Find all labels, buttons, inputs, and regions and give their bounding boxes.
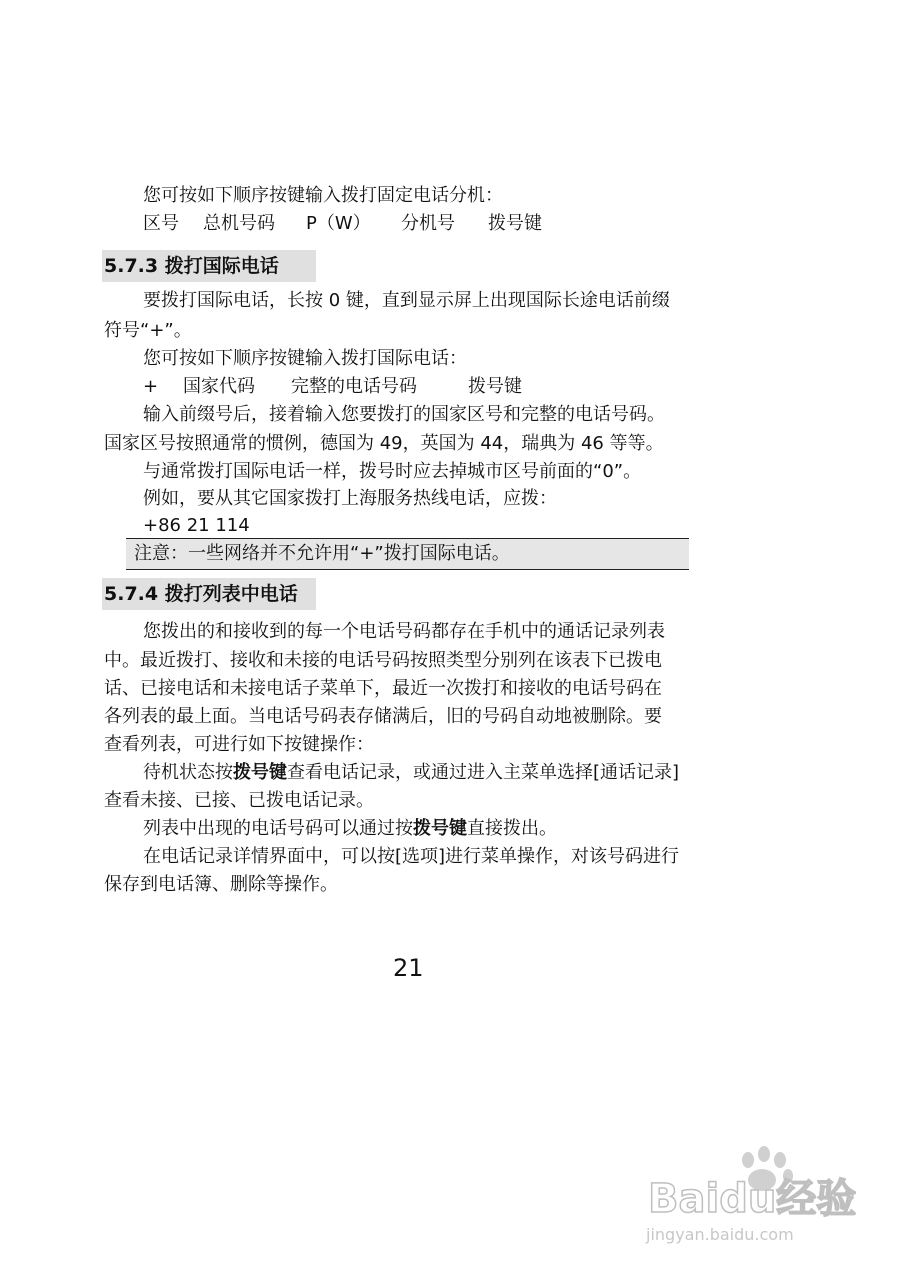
watermark-brand: Baidu经验 <box>648 1176 857 1222</box>
seq-dial-key: 拨号键 <box>488 213 542 234</box>
page-number: 21 <box>393 954 424 982</box>
note-box: 注意：一些网络并不允许用“+”拨打国际电话。 <box>126 538 689 570</box>
watermark-url: jingyan.baidu.com <box>646 1225 794 1244</box>
standby-post: 查看电话记录，或通过进入主菜单选择[通话记录] <box>287 762 680 783</box>
list-pre: 列表中出现的电话号码可以通过按 <box>143 818 413 839</box>
seq-extension: 分机号 <box>401 213 455 234</box>
list-post: 直接拨出。 <box>467 818 557 839</box>
dial-key-bold: 拨号键 <box>413 818 467 839</box>
paragraph-line: 国家区号按照通常的惯例，德国为 49，英国为 44，瑞典为 46 等等。 <box>104 433 664 454</box>
paragraph-line: 各列表的最上面。当电话号码表存储满后，旧的号码自动地被删除。要 <box>104 706 662 727</box>
standby-pre: 待机状态按 <box>143 762 233 783</box>
paragraph-line: 在电话记录详情界面中，可以按[选项]进行菜单操作，对该号码进行 <box>143 846 680 867</box>
example-number: +86 21 114 <box>143 515 250 536</box>
paragraph-line: 要拨打国际电话，长按 0 键，直到显示屏上出现国际长途电话前缀 <box>143 290 670 311</box>
extension-sequence <box>0 213 905 235</box>
seq-area-code: 区号 <box>143 213 179 234</box>
paragraph-line: 中。最近拨打、接收和未接的电话号码按照类型分别列在该表下已拨电 <box>104 650 662 671</box>
seq-country-code: 国家代码 <box>183 376 255 397</box>
paragraph-line: 查看未接、已接、已拨电话记录。 <box>104 790 374 811</box>
paragraph-line: 符号“+”。 <box>104 320 192 341</box>
list-dial-line <box>143 818 557 840</box>
paragraph-line: 您拨出的和接收到的每一个电话号码都存在手机中的通话记录列表 <box>143 621 665 642</box>
seq-full-number: 完整的电话号码 <box>291 376 417 397</box>
section-heading-574: 5.7.4 拨打列表中电话 <box>102 578 316 610</box>
section-heading-573: 5.7.3 拨打国际电话 <box>102 250 316 282</box>
paragraph-line: 查看列表，可进行如下按键操作： <box>104 734 374 755</box>
intro-line: 您可按如下顺序按键输入拨打固定电话分机： <box>143 185 503 206</box>
paragraph-line: 话、已接电话和未接电话子菜单下，最近一次拨打和接收的电话号码在 <box>104 678 662 699</box>
paragraph-line: 您可按如下顺序按键输入拨打国际电话： <box>143 348 467 369</box>
paragraph-line: 与通常拨打国际电话一样，拨号时应去掉城市区号前面的“0”。 <box>143 461 642 482</box>
paragraph-line: 输入前缀号后，接着输入您要拨打的国家区号和完整的电话号码。 <box>143 404 665 425</box>
seq-dial-key: 拨号键 <box>468 376 522 397</box>
seq-main-number: 总机号码 <box>203 213 275 234</box>
seq-pause-wait: P（W） <box>306 213 371 234</box>
dial-key-bold: 拨号键 <box>233 762 287 783</box>
baidu-jingyan-watermark <box>640 1140 870 1250</box>
paragraph-line: 例如，要从其它国家拨打上海服务热线电话，应拨： <box>143 488 557 509</box>
international-sequence <box>0 376 905 398</box>
paragraph-line: 保存到电话簿、删除等操作。 <box>104 874 338 895</box>
standby-line <box>143 762 679 784</box>
seq-plus-prefix: + <box>143 376 159 397</box>
